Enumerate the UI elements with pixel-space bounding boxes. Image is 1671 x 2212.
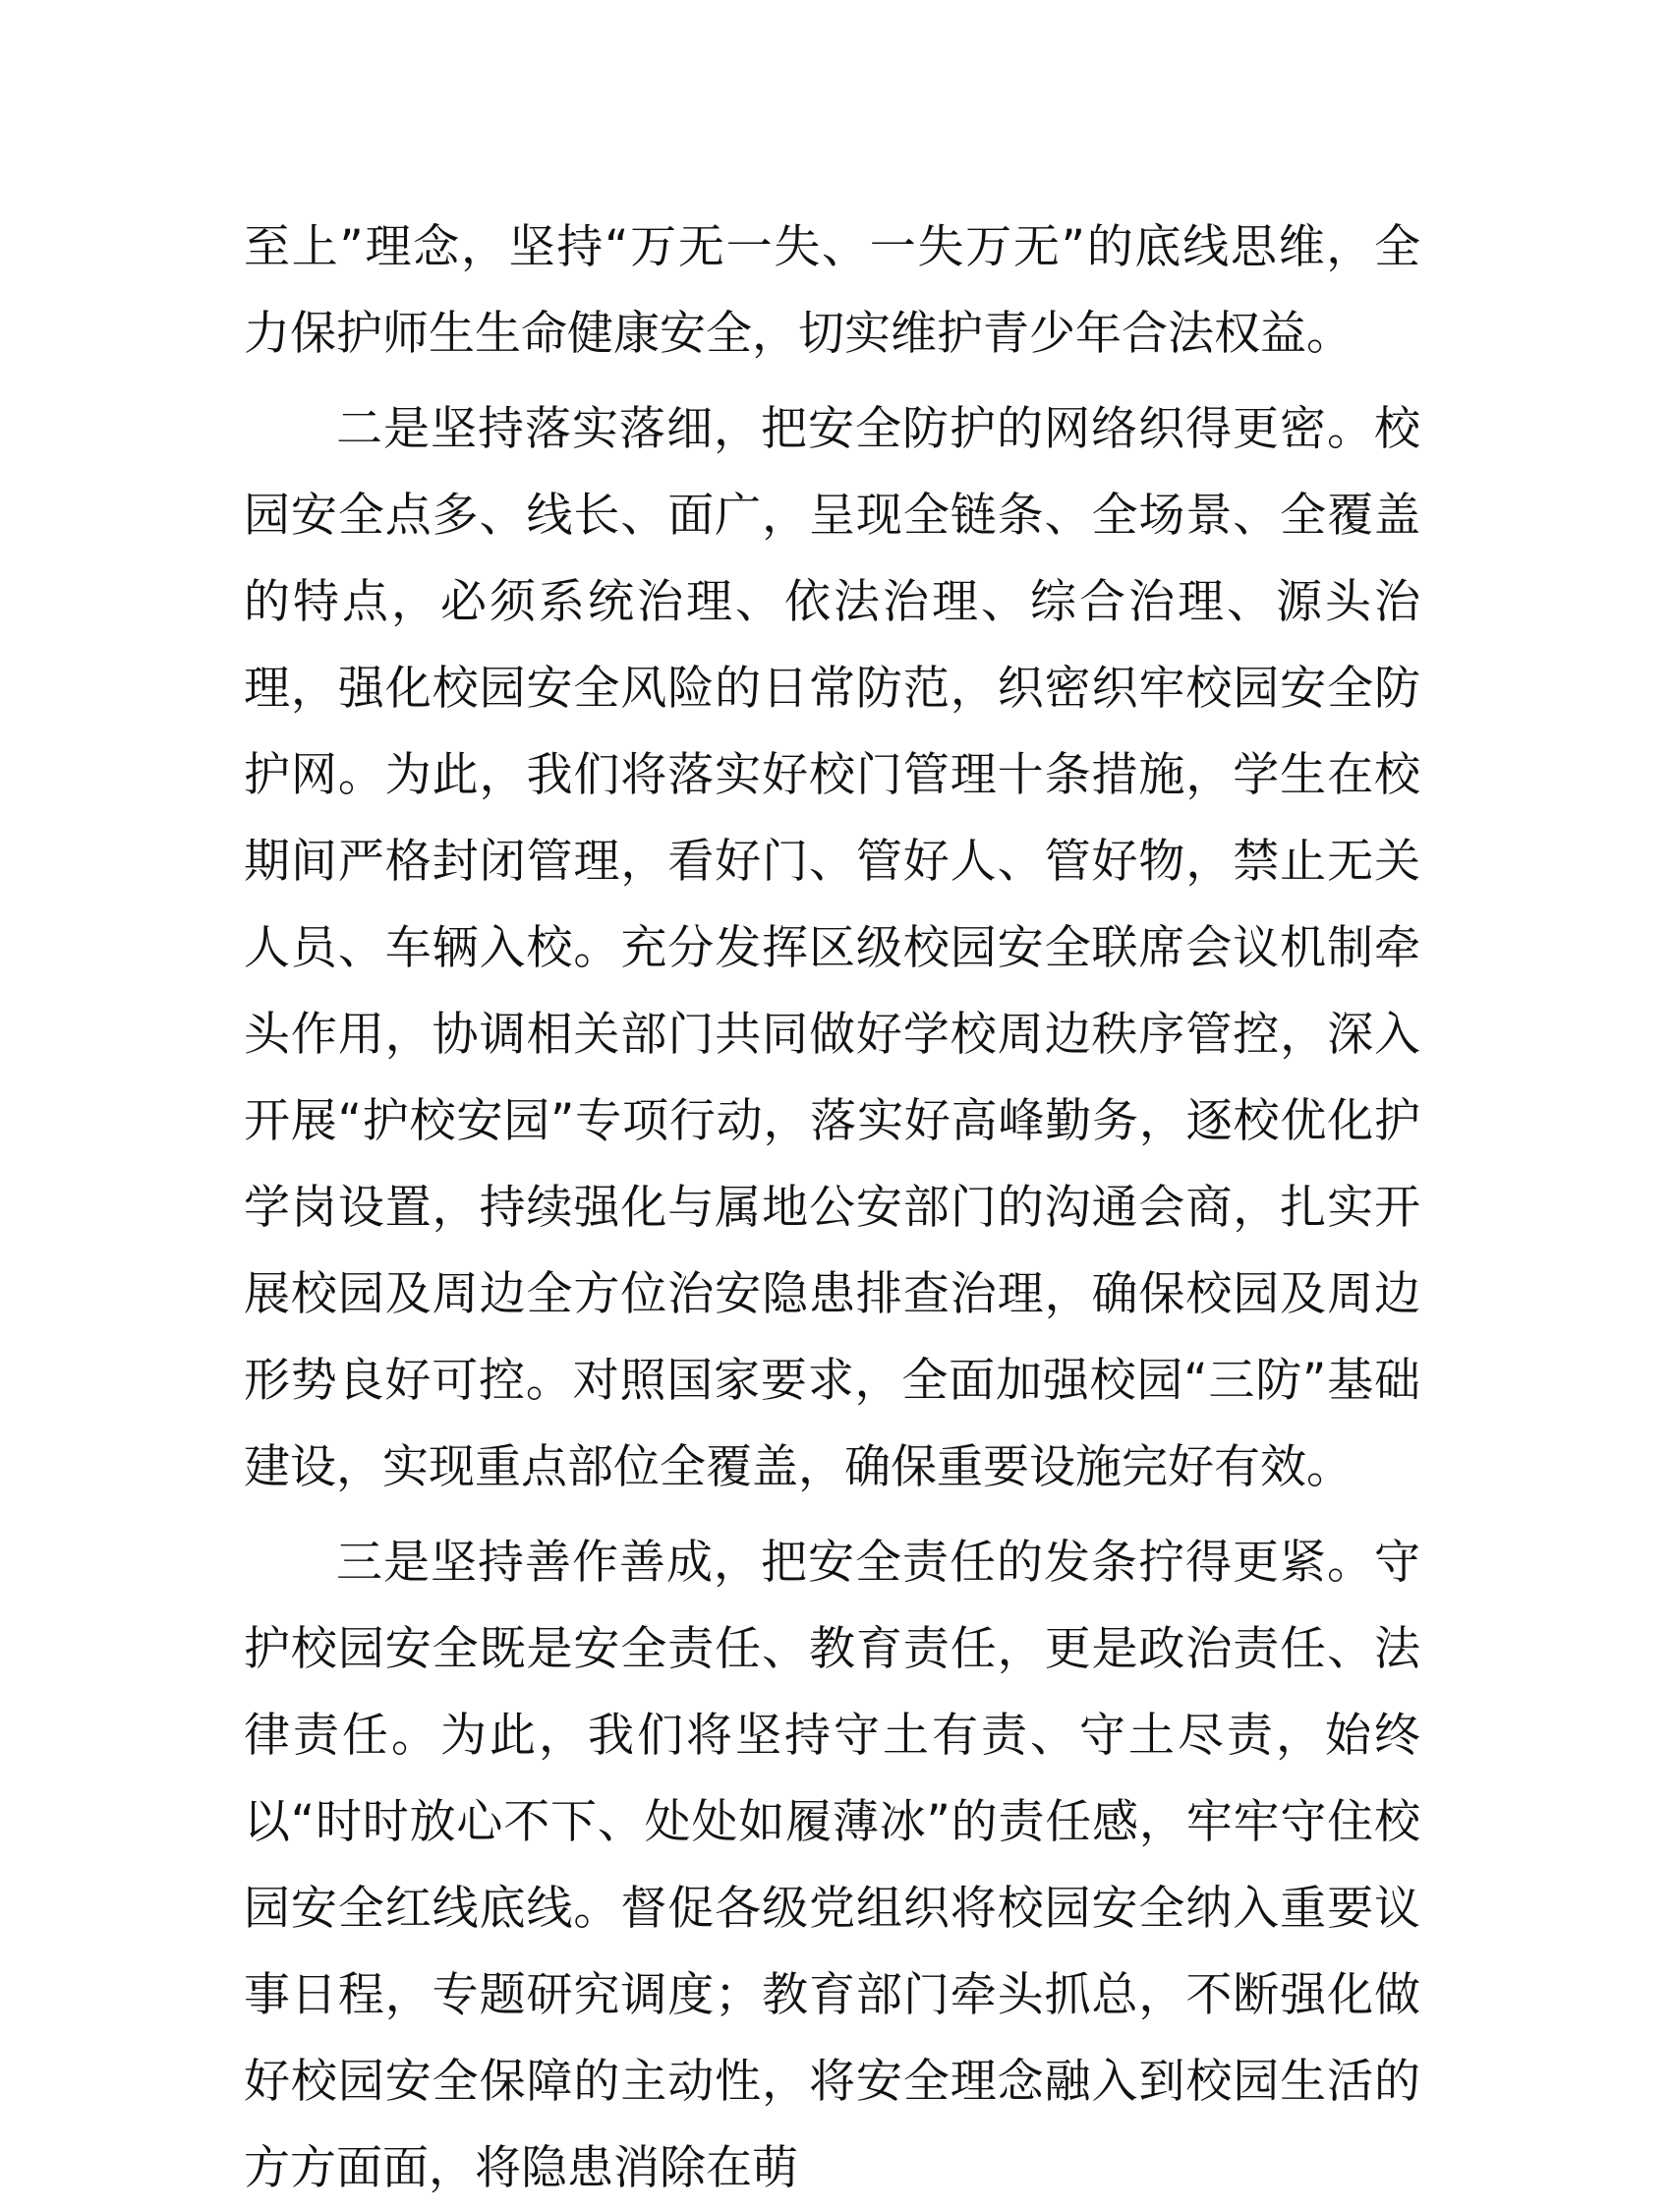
document-body (244, 204, 1420, 2212)
paragraph-point-two: 二是坚持落实落细，把安全防护的网络织得更密。校园安全点多、线长、面广，呈现全链条、全场景、全覆盖的特点，必须系统治理、依法治理、综合治理、源头治理，强化校园安全风险的日常防范，织密织牢校园安全防护网。为此，我们将落实好校门管理十条措施，学生在校期间严格封闭管理，看好门、管好人、管好物，禁止无关人员、车辆入校。充分发挥区级校园安全联席会议机制牵头作用，协调相关部门共同做好学校周边秩序管控，深入开展“护校安园”专项行动，落实好高峰勤务，逐校优化护学岗设置，持续强化与属地公安部门的沟通会商，扎实开展校园及周边全方位治安隐患排查治理，确保校园及周边形势良好可控。对照国家要求，全面加强校园“三防”基础建设，实现重点部位全覆盖，确保重要设施完好有效。 (244, 402, 1420, 1494)
paragraph-continued: 至上”理念，坚持“万无一失、一失万无”的底线思维，全力保护师生生命健康安全，切实维护青少年合法权益。 (244, 220, 1420, 361)
paragraph-point-three: 三是坚持善作善成，把安全责任的发条拧得更紧。守护校园安全既是安全责任、教育责任，更是政治责任、法律责任。为此，我们将坚持守土有责、守土尽责，始终以“时时放心不下、处处如履薄冰”的责任感，牢牢守住校园安全红线底线。督促各级党组织将校园安全纳入重要议事日程，专题研究调度；教育部门牵头抓总，不断强化做好校园安全保障的主动性，将安全理念融入到校园生活的方方面面，将隐患消除在萌 (244, 1536, 1420, 2195)
